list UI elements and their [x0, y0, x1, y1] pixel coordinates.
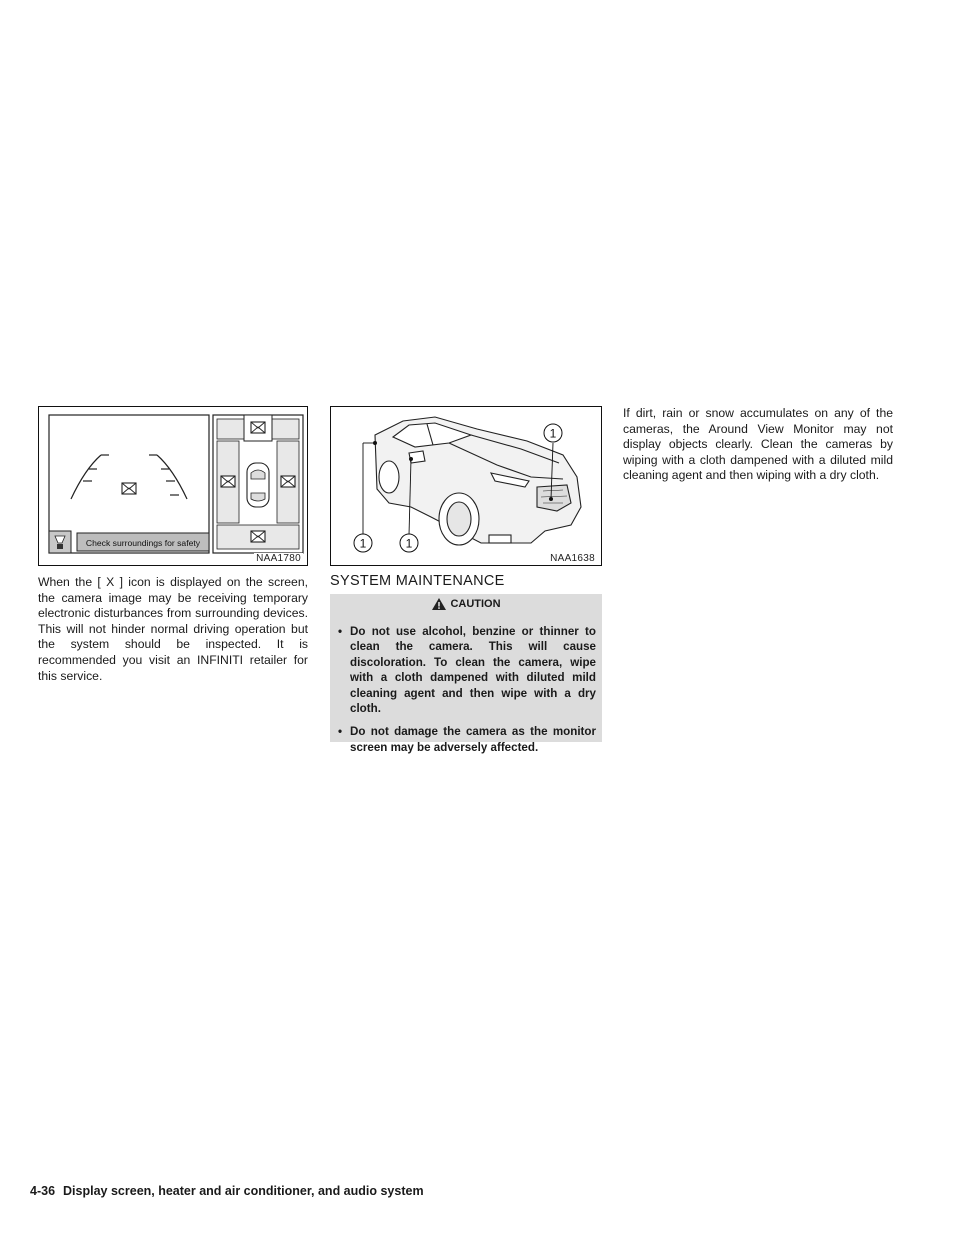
camera-error-icon — [251, 531, 265, 542]
camera-cleaning-paragraph: If dirt, rain or snow accumulates on any of the cameras, the Around View Monitor may not display objects clearly. Clean the cameras by wiping with a cloth dampened with a diluted mild cleaning agent and then wiping with a dry cloth. — [623, 406, 893, 483]
figure-code: NAA1780 — [256, 553, 301, 564]
camera-error-icon — [221, 476, 235, 487]
callout-1-side — [400, 534, 418, 552]
figure-code: NAA1638 — [550, 553, 595, 564]
camera-location-figure — [330, 406, 602, 566]
caution-list — [338, 624, 596, 763]
caution-item-text: Do not use alcohol, benzine or thinner to clean the camera. This will cause discoloration. To clean the camera, wipe with a cloth dampened with diluted mild cleaning agent and then wipe with a dry cloth. — [350, 625, 596, 716]
section-title: SYSTEM MAINTENANCE — [330, 573, 505, 589]
caution-box — [330, 594, 602, 754]
chapter-title: Display screen, heater and air conditioner, and audio system — [63, 1184, 424, 1198]
caution-header — [330, 594, 602, 614]
callout-1-front — [544, 424, 562, 442]
callout-label: 1 — [549, 426, 557, 441]
monitor-screen-illustration — [39, 407, 306, 564]
callout-label: 1 — [405, 536, 413, 551]
caution-heading: CAUTION — [450, 598, 501, 610]
page-number: 4-36 — [30, 1184, 56, 1198]
camera-error-icon — [251, 422, 265, 433]
icon-explanation-paragraph: When the [ X ] icon is displayed on the screen, the camera image may be receiving temporary electronic disturbances from surrounding devices. This will not hinder normal driving operation but the system should be inspected. It is recommended you visit an INFINITI retailer for this service. — [38, 575, 308, 683]
callout-1-rear — [354, 534, 372, 552]
caution-item — [338, 624, 596, 716]
page-footer — [30, 1184, 424, 1198]
safety-banner-text: Check surroundings for safety — [85, 538, 201, 548]
caution-item-text: Do not damage the camera as the monitor screen may be adversely affected. — [350, 725, 596, 754]
vehicle-camera-illustration — [331, 407, 600, 564]
bullet: • — [338, 625, 343, 638]
bullet: • — [338, 725, 343, 739]
camera-error-icon — [281, 476, 295, 487]
warning-icon — [431, 597, 447, 611]
caution-item — [338, 724, 596, 755]
camera-error-icon — [122, 483, 136, 494]
monitor-screen-figure — [38, 406, 308, 566]
callout-label: 1 — [359, 536, 367, 551]
vehicle-top-view-icon — [247, 463, 269, 507]
